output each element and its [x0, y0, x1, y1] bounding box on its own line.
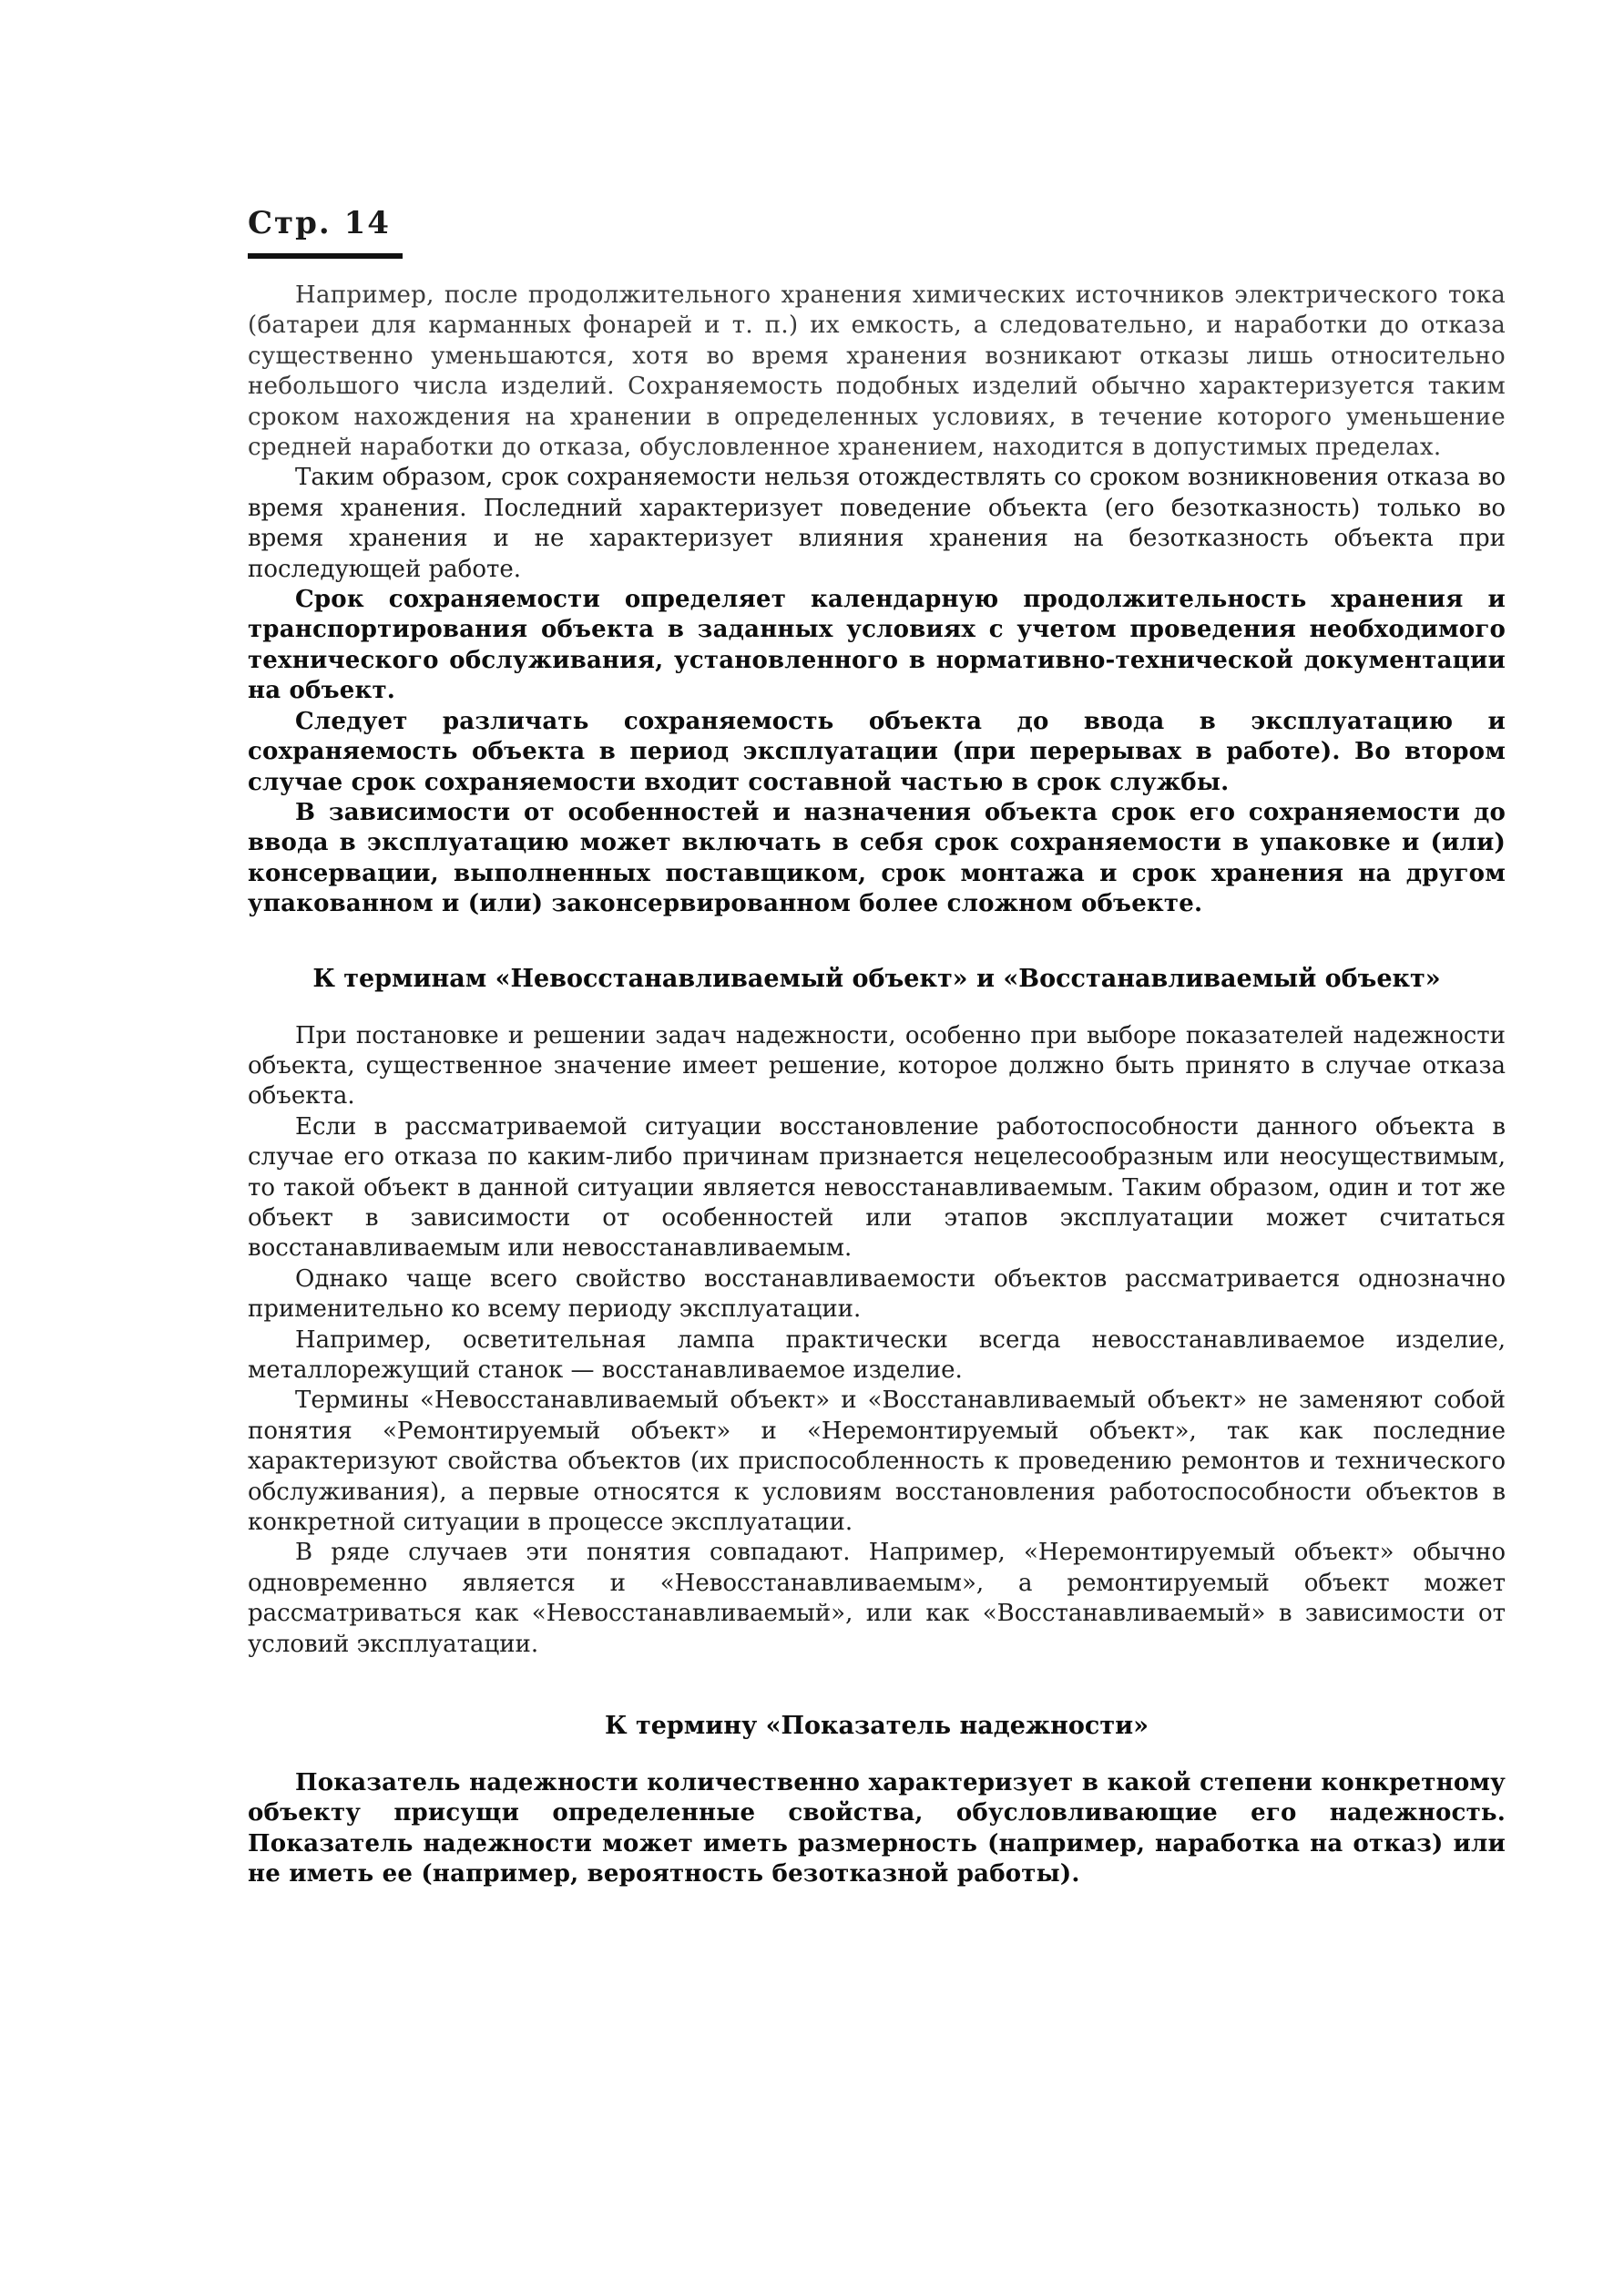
restorable-paragraph-5: Термины «Невосстанавливаемый объект» и «Восстанавливаемый объект» не заменяют собой понятия «Ремонтируемый объект» и «Неремонтируемый объект», так как последние характеризуют свойства объектов (их приспособленность к проведению ремонтов и технического обслуживания), а первые относятся к условиям восстановления работоспособности объектов в конкретной ситуации в процессе эксплуатации.	[248, 1387, 1506, 1537]
header-underline	[248, 253, 403, 259]
intro-paragraph-5: В зависимости от особенностей и назначения объекта срок его сохраняемости до ввода в эксплуатацию может включать в себя срок сохраняемости в упаковке и (или) консервации, выполненных поставщиком, срок монтажа и срок хранения на другом упакованном и (или) законсервированном более сложном объекте.	[248, 798, 1506, 918]
restorable-section-heading: К терминам «Невосстанавливаемый объект» и «Восстанавливаемый объект»	[312, 964, 1441, 993]
intro-paragraph-1: Например, после продолжительного хранения химических источников электрического тока (батареи для карманных фонарей и т. п.) их емкость, а следовательно, и наработки до отказа существенно уменьшаются, хотя во время хранения возникают отказы лишь относительно небольшого числа изделий. Сохраняемость подобных изделий обычно характеризуется таким сроком нахождения на хранении в определенных условиях, в течение которого уменьшение средней наработки до отказа, обусловленное хранением, находится в допустимых пределах.	[248, 281, 1506, 462]
restorable-paragraph-2: Если в рассматриваемой ситуации восстановление работоспособности данного объекта в случае его отказа по каким-либо причинам признается нецелесообразным или неосуществимым, то такой объект в данной ситуации является невосстанавливаемым. Таким образом, один и тот же объект в зависимости от особенностей или этапов эксплуатации может считаться восстанавливаемым или невосстанавливаемым.	[248, 1112, 1506, 1263]
indicator-section-heading: К термину «Показатель надежности»	[605, 1712, 1149, 1741]
page-number-label: Стр. 14	[248, 205, 391, 241]
intro-paragraph-4: Следует различать сохраняемость объекта до ввода в эксплуатацию и сохраняемость объекта в период эксплуатации (при перерывах в работе). Во втором случае срок сохраняемости входит составной частью в срок службы.	[248, 707, 1506, 796]
restorable-section	[248, 964, 1506, 1661]
page-header-block	[248, 205, 1506, 259]
indicator-section	[248, 1711, 1506, 1890]
intro-paragraph-3: Срок сохраняемости определяет календарную продолжительность хранения и транспортирования объекта в заданных условиях с учетом проведения необходимого технического обслуживания, установленного в нормативно-технической документации на объект.	[248, 586, 1506, 705]
intro-section	[248, 281, 1506, 920]
restorable-paragraph-1: При постановке и решении задач надежности, особенно при выборе показателей надежности объекта, существенное значение имеет решение, которое должно быть принято в случае отказа объекта.	[248, 1021, 1506, 1110]
restorable-paragraph-6: В ряде случаев эти понятия совпадают. Например, «Неремонтируемый объект» обычно одновременно является и «Невосстанавливаемым», а ремонтируемый объект может рассматриваться как «Невосстанавливаемый», или как «Восстанавливаемый» в зависимости от условий эксплуатации.	[248, 1539, 1506, 1658]
restorable-paragraph-4: Например, осветительная лампа практически всегда невосстанавливаемое изделие, металлорежущий станок — восстанавливаемое изделие.	[248, 1325, 1506, 1384]
indicator-paragraph-1: Показатель надежности количественно характеризует в какой степени конкретному объекту присущи определенные свойства, обусловливающие его надежность. Показатель надежности может иметь размерность (например, наработка на отказ) или не иметь ее (например, вероятность безотказной работы).	[248, 1769, 1506, 1888]
intro-paragraph-2: Таким образом, срок сохраняемости нельзя отождествлять со сроком возникновения отказа во время хранения. Последний характеризует поведение объекта (его безотказность) только во время хранения и не характеризует влияния хранения на безотказность объекта при последующей работе.	[248, 464, 1506, 583]
restorable-paragraph-3: Однако чаще всего свойство восстанавливаемости объектов рассматривается однозначно применительно ко всему периоду эксплуатации.	[248, 1264, 1506, 1324]
